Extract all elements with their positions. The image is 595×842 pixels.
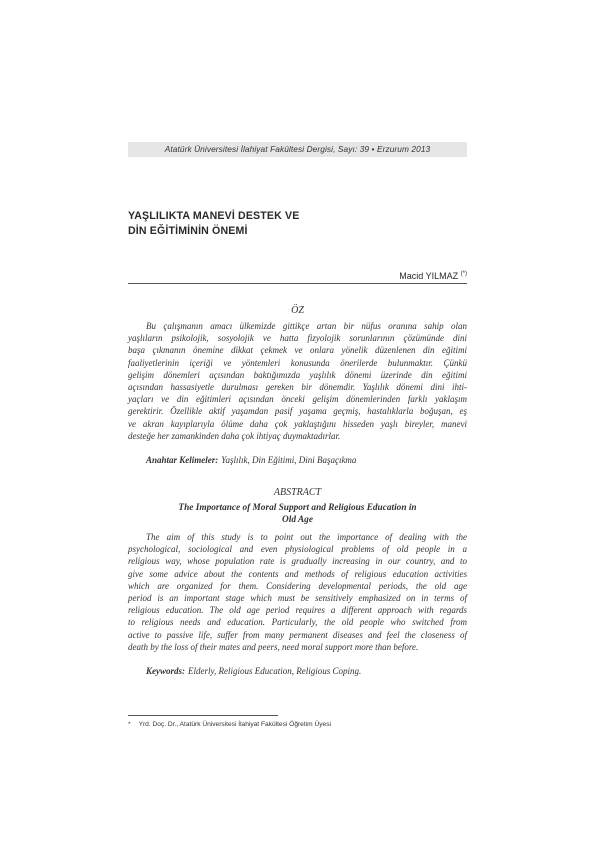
journal-header bbox=[128, 142, 467, 157]
english-title-line: The Importance of Moral Support and Religious Education in bbox=[178, 503, 417, 513]
oz-line: yaçları ve din eğitimleri açısından önceki gelişim dönemlerinden farklı yaklaşım bbox=[128, 394, 467, 405]
author-name: Macid YILMAZ bbox=[399, 271, 459, 281]
oz-paragraph bbox=[128, 320, 467, 442]
abstract-line: which are organized for them. Considering developmental periods, the old age bbox=[128, 580, 467, 591]
abstract-line: death by the loss of their mates and peers, need moral support more than before. bbox=[128, 641, 419, 652]
oz-keywords-value: Yaşlılık, Din Eğitimi, Dini Başaçıkma bbox=[221, 455, 357, 465]
author-line bbox=[399, 271, 467, 281]
oz-line: yaşlıların psikolojik, sosyolojik ve hatta fizyolojik sorunlarının çözümünde dini bbox=[128, 333, 467, 344]
title-line: DİN EĞİTİMİNİN ÖNEMİ bbox=[128, 225, 248, 237]
title-line: YAŞLILIKTA MANEVİ DESTEK VE bbox=[128, 210, 300, 222]
oz-line: açısından hassasiyetle durulması gereken bir dönemdir. Yaşlılık dönemi dini ihti- bbox=[128, 381, 467, 392]
abstract-line: period is an important stage which must be sensitively emphasized on in terms of bbox=[128, 592, 467, 603]
abstract-keywords-label: Keywords: bbox=[146, 666, 185, 676]
footnote-text: Yrd. Doç. Dr., Atatürk Üniversitesi İlahiyat Fakültesi Öğretim Üyesi bbox=[138, 721, 331, 728]
abstract-line: psychological, sociological and even physiological problems of old people in a bbox=[128, 544, 467, 555]
abstract-keywords bbox=[146, 666, 485, 676]
abstract-line: to religious needs and education. Particularly, the old people who switched from bbox=[128, 617, 467, 628]
article-title bbox=[128, 209, 428, 239]
footnote-mark: * bbox=[128, 721, 131, 728]
oz-line: başa çıkmanın önemine dikkat çekmek ve onlara yönelik düzenlenen din eğitimi bbox=[128, 345, 467, 356]
oz-line: desteğe her zamankinden daha çok ihtiyaç duymaktadırlar. bbox=[128, 430, 341, 441]
abstract-keywords-value: Elderly, Religious Education, Religious Coping. bbox=[188, 666, 362, 676]
oz-line: ve akran kayıplarıyla ölüme daha çok yaklaştığını hisseden yaşlı bireyler, manevi bbox=[128, 418, 467, 429]
abstract-heading: ABSTRACT bbox=[273, 487, 322, 498]
english-title bbox=[128, 502, 467, 526]
abstract-line: give some advice about the contents and methods of religious education activities bbox=[128, 568, 467, 579]
journal-line: Atatürk Üniversitesi İlahiyat Fakültesi Dergisi, Sayı: 39 • Erzurum 2013 bbox=[164, 144, 431, 154]
english-title-line: Old Age bbox=[282, 515, 313, 525]
abstract-line: religious way, whose population rate is gradually increasing in our country, and to bbox=[128, 556, 467, 567]
abstract-line: religious education. The old age period requires a different approach with regards bbox=[128, 605, 467, 616]
abstract-line: The aim of this study is to point out the importance of dealing with the bbox=[146, 532, 467, 542]
abstract-paragraph bbox=[128, 531, 467, 653]
footnote bbox=[128, 721, 331, 728]
oz-heading: ÖZ bbox=[291, 305, 304, 316]
oz-line: gerektirir. Özellikle aktif yaşamdan pasif yaşama geçmiş, hastalıklarla boğuşan, eş bbox=[128, 406, 467, 417]
author-footnote-mark: (*) bbox=[460, 271, 467, 277]
oz-line: gelişim dönemleri açısından baktığımızda yaşlılık dönemi üzerinde din eğitimi bbox=[128, 369, 467, 380]
oz-keywords-label: Anahtar Kelimeler: bbox=[146, 455, 219, 465]
oz-line: Bu çalışmanın amacı ülkemizde gittikçe artan bir nüfus oranına sahip olan bbox=[146, 321, 467, 331]
author-divider bbox=[128, 283, 467, 284]
footnote-divider bbox=[128, 715, 278, 716]
oz-keywords bbox=[146, 455, 485, 465]
abstract-line: active to passive life, suffer from many permanent diseases and feel the closeness of bbox=[128, 629, 467, 640]
oz-line: faaliyetlerinin içeriği ve yöntemleri konusunda önerilerde bulunmaktır. Çünkü bbox=[128, 357, 467, 368]
